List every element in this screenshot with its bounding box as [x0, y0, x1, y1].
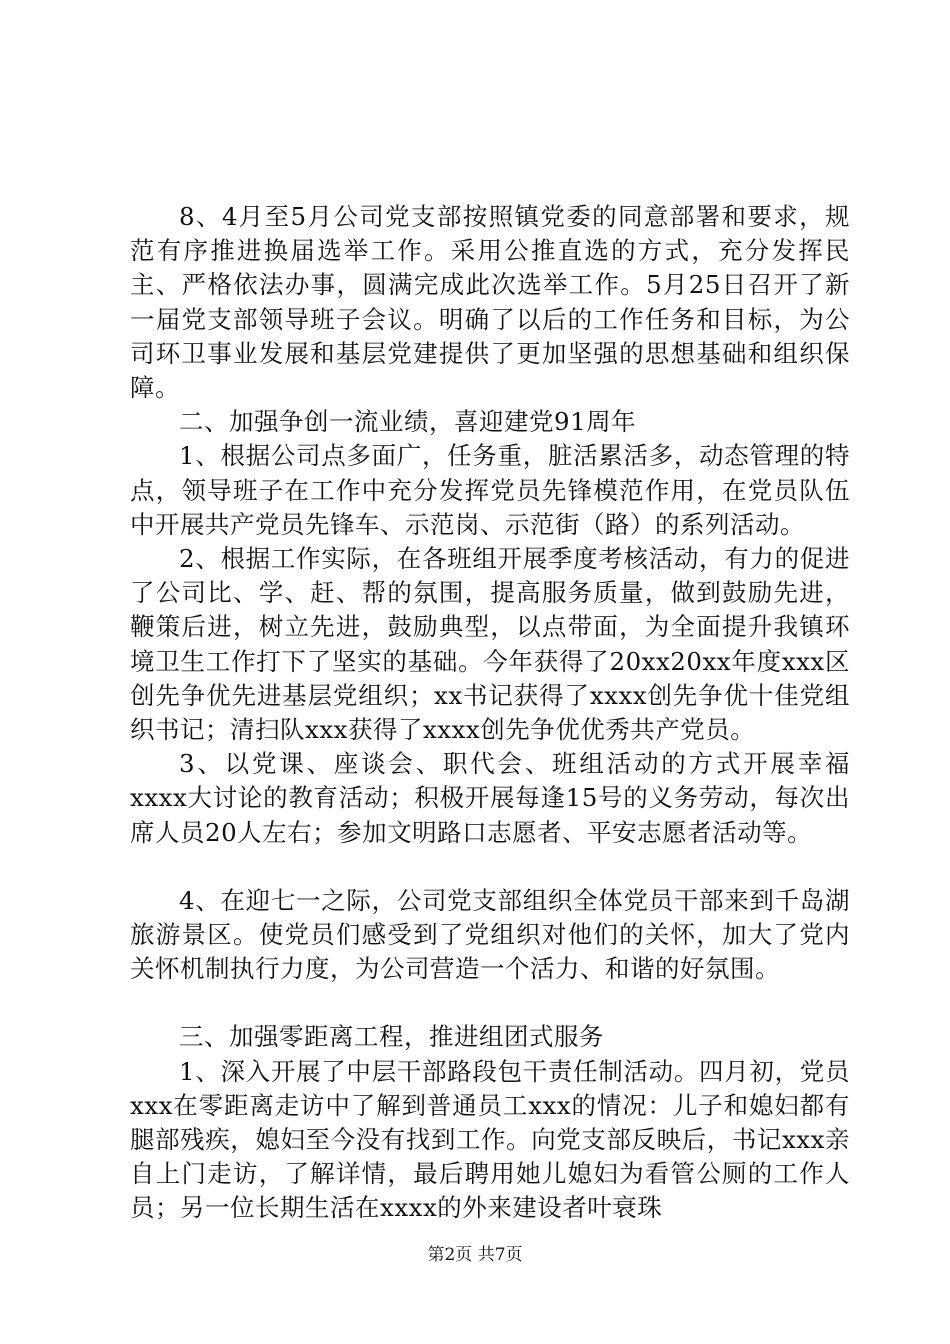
- paragraph-spacer: [130, 850, 850, 884]
- paragraph-item-3-education: 3、以党课、座谈会、职代会、班组活动的方式开展幸福xxxx大讨论的教育活动；积极开展每逢15号的义务劳动，每次出席人员20人左右；参加文明路口志愿者、平安志愿者活动等。: [130, 749, 850, 847]
- paragraph-item-1-responsibility: 1、深入开展了中层干部路段包干责任制活动。四月初，党员xxx在零距离走访中了解到普通员工xxx的情况：儿子和媳妇都有腿部残疾，媳妇至今没有找到工作。向党支部反映后，书记xxx亲自上门走访，了解详情，最后聘用她儿媳妇为看管公厕的工作人员；另一位长期生活在xxxx的外来建设者叶衰珠: [130, 1056, 850, 1223]
- section-heading-2: 二、加强争创一流业绩，喜迎建党91周年: [179, 407, 637, 437]
- paragraph-spacer: [130, 986, 850, 1020]
- paragraph-item-2-assessment: 2、根据工作实际，在各班组开展季度考核活动，有力的促进了公司比、学、赶、帮的氛围，提高服务质量，做到鼓励先进，鞭策后进，树立先进，鼓励典型，以点带面，为全面提升我镇环境卫生工作打下了坚实的基础。今年获得了20xx20xx年度xxx区创先争优先进基层党组织；xx书记获得了xxxx创先争优十佳党组织书记；清扫队xxx获得了xxxx创先争优优秀共产党员。: [130, 544, 850, 745]
- paragraph-item-8-election: 8、4月至5月公司党支部按照镇党委的同意部署和要求，规范有序推进换届选举工作。采用公推直选的方式，充分发挥民主、严格依法办事，圆满完成此次选举工作。5月25日召开了新一届党支部领导班子会议。明确了以后的工作任务和目标，为公司环卫事业发展和基层党建提供了更加坚强的思想基础和组织保障。: [130, 202, 850, 403]
- paragraph-item-4-trip: 4、在迎七一之际，公司党支部组织全体党员干部来到千岛湖旅游景区。使党员们感受到了党组织对他们的关怀，加大了党内关怀机制执行力度，为公司营造一个活力、和谐的好氛围。: [130, 885, 850, 984]
- paragraph-item-1-pioneer: 1、根据公司点多面广，任务重，脏活累活多，动态管理的特点，领导班子在工作中充分发挥党员先锋模范作用，在党员队伍中开展共产党员先锋车、示范岗、示范街（路）的系列活动。: [130, 441, 850, 539]
- section-heading-3: 三、加强零距离工程，推进组团式服务: [179, 1022, 604, 1052]
- page-number-footer: 第2页 共7页: [427, 1245, 523, 1265]
- document-body: [130, 200, 850, 1226]
